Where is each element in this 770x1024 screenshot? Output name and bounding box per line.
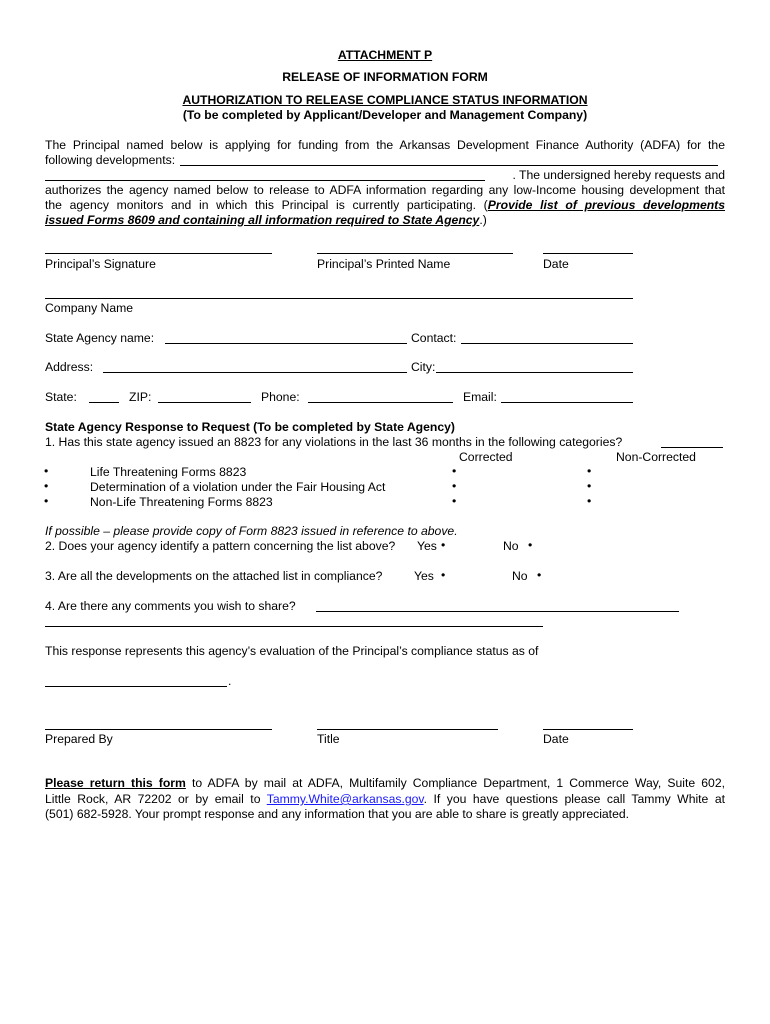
noncorrected-checkbox[interactable]: • bbox=[587, 479, 592, 493]
state-agency-name-label: State Agency name: bbox=[45, 331, 155, 345]
intro-line-5-start: the agency monitors and in which this Principal is currently participating. ( bbox=[45, 198, 488, 212]
address-label: Address: bbox=[45, 360, 94, 374]
state-agency-name-field[interactable] bbox=[165, 343, 407, 344]
noncorrected-checkbox[interactable]: • bbox=[587, 494, 592, 508]
city-label: City: bbox=[411, 360, 436, 374]
category-bullet: • bbox=[44, 464, 49, 478]
category-bullet: • bbox=[44, 479, 49, 493]
intro-line-5 bbox=[45, 198, 725, 212]
phone-label: Phone: bbox=[261, 390, 300, 404]
question-3-no-label: No bbox=[512, 569, 528, 583]
intro-line-1: The Principal named below is applying for funding from the Arkansas Development Finance Authority (ADFA) for the bbox=[45, 138, 725, 152]
corrected-checkbox[interactable]: • bbox=[452, 464, 457, 478]
address-field[interactable] bbox=[103, 372, 407, 373]
principal-name-line[interactable] bbox=[317, 253, 513, 254]
category-fair-housing: Determination of a violation under the Fair Housing Act bbox=[90, 480, 386, 494]
attachment-label: ATTACHMENT P bbox=[337, 48, 433, 62]
intro-line-3-tail: . The undersigned hereby requests and bbox=[512, 168, 725, 182]
question-3: 3. Are all the developments on the attached list in compliance? bbox=[45, 569, 383, 583]
zip-label: ZIP: bbox=[129, 390, 152, 404]
evaluation-statement: This response represents this agency’s evaluation of the Principal’s compliance status as of bbox=[45, 644, 539, 658]
question-4: 4. Are there any comments you wish to share? bbox=[45, 599, 296, 613]
corrected-checkbox[interactable]: • bbox=[452, 494, 457, 508]
principal-signature-line[interactable] bbox=[45, 253, 272, 254]
state-field[interactable] bbox=[89, 402, 119, 403]
corrected-checkbox[interactable]: • bbox=[452, 479, 457, 493]
prepared-date-label: Date bbox=[543, 732, 569, 746]
city-field[interactable] bbox=[436, 372, 633, 373]
corrected-column-header: Corrected bbox=[459, 450, 513, 464]
question-1: 1. Has this state agency issued an 8823 for any violations in the last 36 months in the following categories? bbox=[45, 435, 623, 449]
intro-line-4: authorizes the agency named below to release to ADFA information regarding any low-Income housing development that bbox=[45, 183, 725, 197]
intro-line-6-emphasis: issued Forms 8609 and containing all information required to State Agency bbox=[45, 213, 480, 227]
footer-line-1 bbox=[45, 776, 725, 790]
evaluation-date-field[interactable] bbox=[45, 686, 227, 687]
category-bullet: • bbox=[44, 494, 49, 508]
intro-line-5-emphasis: Provide list of previous developments bbox=[487, 198, 725, 212]
intro-line-2 bbox=[45, 153, 175, 167]
contact-label: Contact: bbox=[411, 331, 457, 345]
evaluation-period: . bbox=[228, 674, 232, 688]
prepared-by-line[interactable] bbox=[45, 729, 272, 730]
category-life-threatening: Life Threatening Forms 8823 bbox=[90, 465, 247, 479]
email-field[interactable] bbox=[501, 402, 633, 403]
principal-signature-label: Principal’s Signature bbox=[45, 257, 156, 271]
authorization-title: AUTHORIZATION TO RELEASE COMPLIANCE STATUS INFORMATION bbox=[182, 93, 588, 107]
form-title: RELEASE OF INFORMATION FORM bbox=[282, 70, 488, 84]
footer-line-3: (501) 682-5928. Your prompt response and any information that you are able to share is greatly appreciated. bbox=[45, 807, 630, 821]
developments-label: following developments: bbox=[45, 153, 176, 167]
prepared-date-line[interactable] bbox=[543, 729, 633, 730]
zip-field[interactable] bbox=[158, 402, 251, 403]
state-label: State: bbox=[45, 390, 77, 404]
question-2-yes-option[interactable]: • bbox=[441, 538, 446, 552]
footer-line-2-start: Little Rock, AR 72202 or by email to bbox=[45, 792, 267, 806]
footer-line-2 bbox=[45, 792, 725, 806]
question-2-no-label: No bbox=[503, 539, 519, 553]
developments-line-2[interactable] bbox=[45, 180, 485, 181]
question-3-yes-label: Yes bbox=[414, 569, 434, 583]
email-link[interactable]: Tammy.White@arkansas.gov bbox=[266, 792, 424, 806]
company-name-line[interactable] bbox=[45, 298, 633, 299]
question-1-answer-field[interactable] bbox=[661, 447, 723, 448]
developments-line-1[interactable] bbox=[180, 165, 718, 166]
response-heading: State Agency Response to Request (To be completed by State Agency) bbox=[45, 420, 455, 434]
footer-line-1-rest: to ADFA by mail at ADFA, Multifamily Compliance Department, 1 Commerce Way, Suite 602, bbox=[185, 776, 725, 790]
contact-field[interactable] bbox=[461, 343, 633, 344]
completion-note: (To be completed by Applicant/Developer and Management Company) bbox=[182, 108, 588, 122]
question-2-no-option[interactable]: • bbox=[528, 538, 533, 552]
intro-line-6 bbox=[45, 213, 487, 227]
principal-date-line[interactable] bbox=[543, 253, 633, 254]
question-3-yes-option[interactable]: • bbox=[441, 568, 446, 582]
title-line[interactable] bbox=[317, 729, 498, 730]
question-3-no-option[interactable]: • bbox=[537, 568, 542, 582]
title-label: Title bbox=[317, 732, 340, 746]
comments-field-line-2[interactable] bbox=[45, 626, 543, 627]
noncorrected-column-header: Non-Corrected bbox=[616, 450, 696, 464]
company-name-label: Company Name bbox=[45, 301, 134, 315]
principal-printed-name-label: Principal’s Printed Name bbox=[317, 257, 451, 271]
phone-field[interactable] bbox=[308, 402, 453, 403]
prepared-by-label: Prepared By bbox=[45, 732, 113, 746]
principal-date-label: Date bbox=[543, 257, 569, 271]
footer-line-2-end: . If you have questions please call Tammy White at bbox=[423, 792, 725, 806]
comments-field-line-1[interactable] bbox=[316, 611, 679, 612]
noncorrected-checkbox[interactable]: • bbox=[587, 464, 592, 478]
question-2: 2. Does your agency identify a pattern concerning the list above? bbox=[45, 539, 396, 553]
form-8823-note: If possible – please provide copy of Form 8823 issued in reference to above. bbox=[45, 524, 458, 538]
category-non-life-threatening: Non-Life Threatening Forms 8823 bbox=[90, 495, 273, 509]
email-label: Email: bbox=[463, 390, 497, 404]
return-instruction: Please return this form bbox=[45, 776, 186, 790]
question-2-yes-label: Yes bbox=[417, 539, 437, 553]
intro-line-6-end: .) bbox=[479, 213, 487, 227]
